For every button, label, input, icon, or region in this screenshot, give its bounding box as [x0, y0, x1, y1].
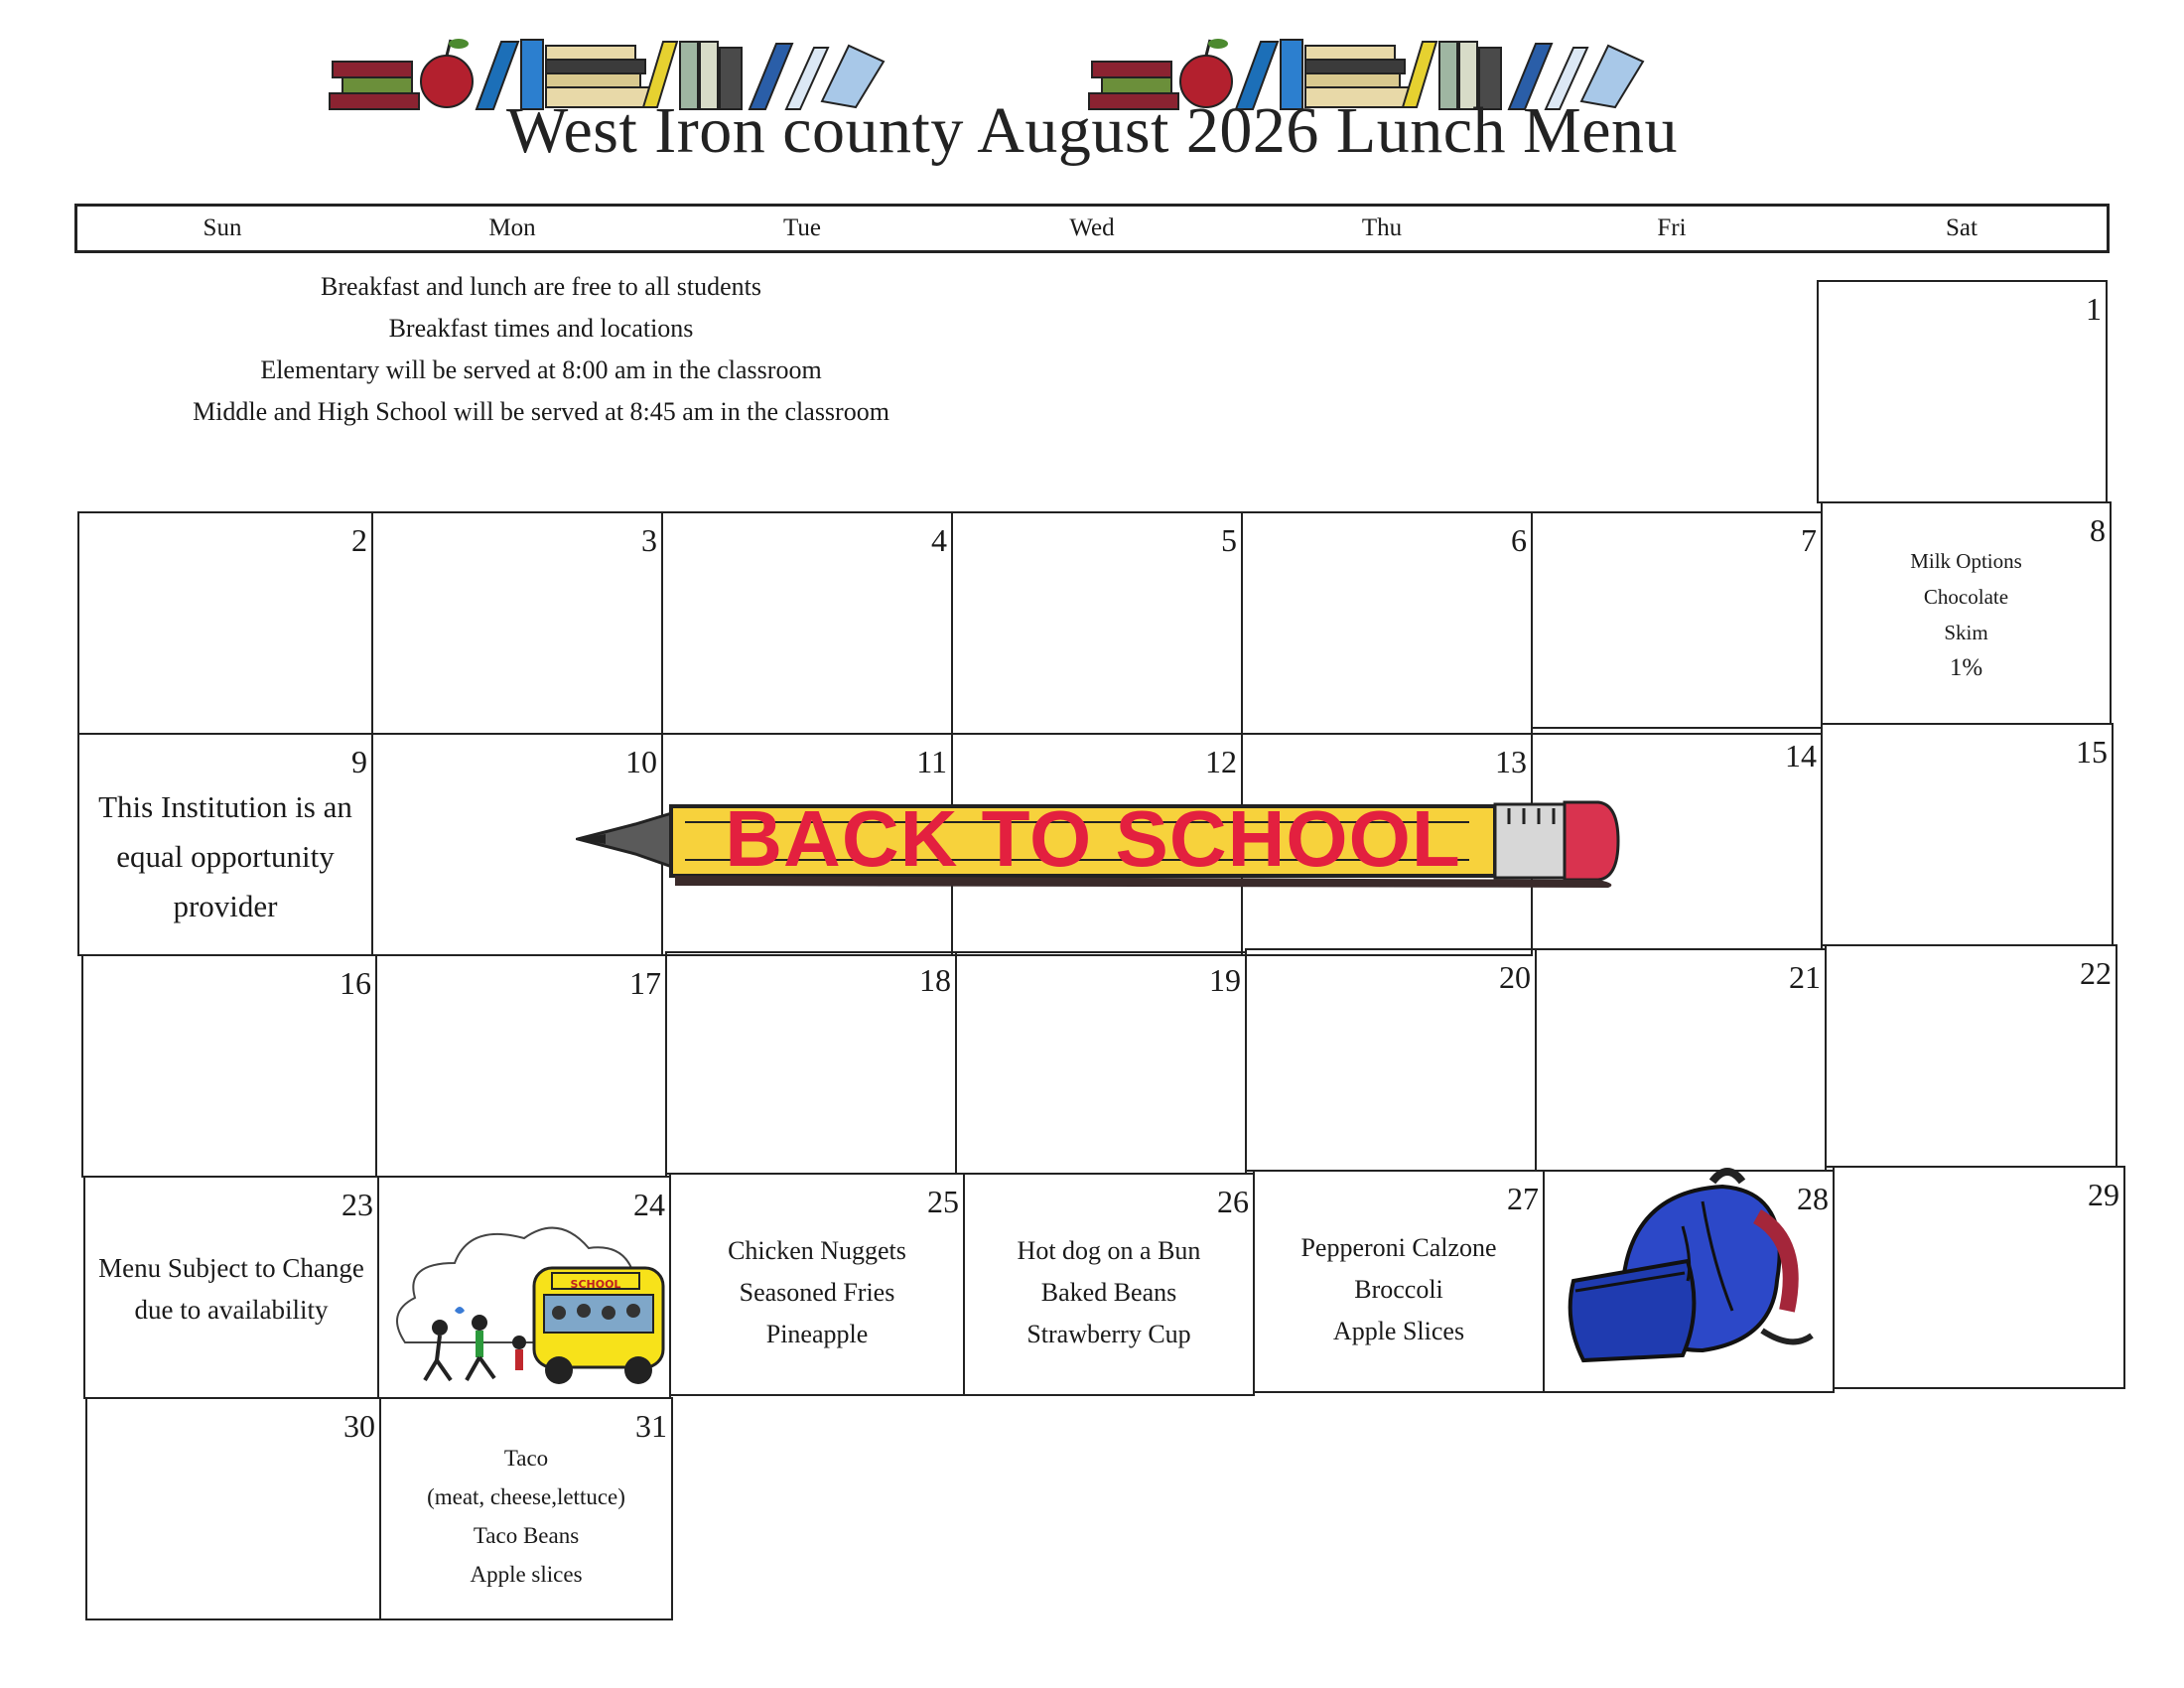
lunch-menu	[671, 1230, 963, 1355]
day-number: 9	[351, 744, 367, 779]
notice-line: due to availability	[134, 1295, 329, 1325]
menu-line: Pepperoni Calzone	[1300, 1233, 1497, 1262]
weekday-wed: Wed	[1069, 214, 1115, 241]
page-title: West Iron county August 2026 Lunch Menu	[505, 94, 1679, 167]
menu-line: Milk Options	[1910, 549, 2022, 573]
weekday-mon: Mon	[488, 214, 536, 241]
statement-line: This Institution is an	[98, 789, 352, 824]
day-number: 18	[919, 962, 951, 998]
day-number: 26	[1217, 1184, 1249, 1219]
menu-line: (meat, cheese,lettuce)	[427, 1484, 625, 1509]
day-cell-8	[1821, 501, 2112, 725]
day-cell-15	[1821, 723, 2114, 946]
menu-line: Strawberry Cup	[1026, 1320, 1191, 1348]
menu-line: Baked Beans	[1040, 1278, 1177, 1307]
menu-line: Skim	[1944, 621, 1988, 644]
bus-sign: SCHOOL	[570, 1278, 621, 1291]
day-number: 2	[351, 522, 367, 558]
day-number: 27	[1507, 1181, 1539, 1216]
weekday-sun: Sun	[203, 214, 242, 241]
day-number: 5	[1221, 522, 1237, 558]
note-line: Elementary will be served at 8:00 am in the classroom	[260, 355, 822, 384]
weekday-tue: Tue	[783, 214, 821, 241]
day-number: 30	[343, 1408, 375, 1444]
menu-line: Apple Slices	[1332, 1317, 1465, 1345]
menu-change-notice	[85, 1247, 377, 1331]
day-cell-21	[1535, 948, 1827, 1172]
school-bus-illustration	[385, 1203, 673, 1392]
day-number: 11	[916, 744, 947, 779]
day-cell-31	[379, 1397, 673, 1620]
menu-line: Taco	[503, 1446, 549, 1471]
day-number: 10	[625, 744, 657, 779]
day-cell-23	[83, 1176, 379, 1399]
day-cell-25	[669, 1173, 965, 1396]
note-line: Breakfast and lunch are free to all students	[321, 272, 761, 301]
day-cell-30	[85, 1397, 381, 1620]
weekday-thu: Thu	[1361, 214, 1403, 241]
menu-line: Seasoned Fries	[739, 1278, 895, 1307]
back-to-school-text: BACK TO SCHOOL	[725, 794, 1461, 883]
day-number: 14	[1785, 738, 1817, 774]
day-cell-7	[1531, 511, 1823, 735]
day-number: 22	[2080, 955, 2112, 991]
day-cell-17	[375, 954, 667, 1178]
lunch-menu	[965, 1230, 1253, 1355]
day-number: 28	[1797, 1181, 1829, 1216]
menu-line: Apple slices	[470, 1562, 583, 1587]
milk-options	[1823, 543, 2110, 686]
day-number: 3	[641, 522, 657, 558]
day-number: 25	[927, 1184, 959, 1219]
day-number: 13	[1495, 744, 1527, 779]
day-number: 1	[2086, 291, 2102, 327]
note-line: Middle and High School will be served at 8:45 am in the classroom	[193, 397, 889, 426]
day-number: 12	[1205, 744, 1237, 779]
day-cell-16	[81, 954, 377, 1178]
day-number: 20	[1499, 959, 1531, 995]
day-cell-3	[371, 511, 663, 735]
day-cell-27	[1253, 1170, 1545, 1393]
menu-line: Chicken Nuggets	[728, 1236, 906, 1265]
equal-opportunity-statement	[79, 782, 371, 931]
day-cell-5	[951, 511, 1243, 735]
day-cell-2	[77, 511, 373, 735]
day-cell-1	[1817, 280, 2108, 503]
day-number: 31	[635, 1408, 667, 1444]
lunch-menu	[1255, 1227, 1543, 1352]
day-cell-19	[955, 951, 1247, 1175]
backpack-icon	[1564, 1162, 1822, 1370]
day-cell-29	[1833, 1166, 2125, 1389]
day-cell-22	[1825, 944, 2117, 1168]
day-cell-18	[665, 951, 957, 1175]
menu-line: Broccoli	[1354, 1275, 1443, 1304]
day-number: 17	[629, 965, 661, 1001]
day-number: 16	[340, 965, 371, 1001]
day-number: 7	[1801, 522, 1817, 558]
day-number: 15	[2076, 734, 2108, 770]
day-cell-6	[1241, 511, 1533, 735]
day-cell-26	[963, 1173, 1255, 1396]
weekday-fri: Fri	[1657, 214, 1687, 241]
day-cell-4	[661, 511, 953, 735]
day-number: 19	[1209, 962, 1241, 998]
menu-line: Chocolate	[1923, 585, 2009, 609]
day-number: 21	[1789, 959, 1821, 995]
menu-line: 1%	[1949, 654, 1983, 681]
day-cell-20	[1245, 948, 1537, 1172]
day-cell-9	[77, 733, 373, 956]
day-number: 8	[2090, 512, 2106, 548]
weekday-sat: Sat	[1946, 214, 1978, 241]
lunch-menu	[381, 1439, 671, 1594]
day-number: 24	[633, 1187, 665, 1222]
notice-line: Menu Subject to Change	[98, 1253, 364, 1283]
menu-line: Taco Beans	[473, 1523, 580, 1548]
statement-line: provider	[173, 889, 278, 923]
day-number: 23	[341, 1187, 373, 1222]
menu-line: Pineapple	[765, 1320, 869, 1348]
note-line: Breakfast times and locations	[388, 314, 694, 343]
day-number: 6	[1511, 522, 1527, 558]
day-number: 29	[2088, 1177, 2119, 1212]
statement-line: equal opportunity	[116, 839, 335, 874]
day-number: 4	[931, 522, 947, 558]
menu-line: Hot dog on a Bun	[1017, 1236, 1201, 1265]
